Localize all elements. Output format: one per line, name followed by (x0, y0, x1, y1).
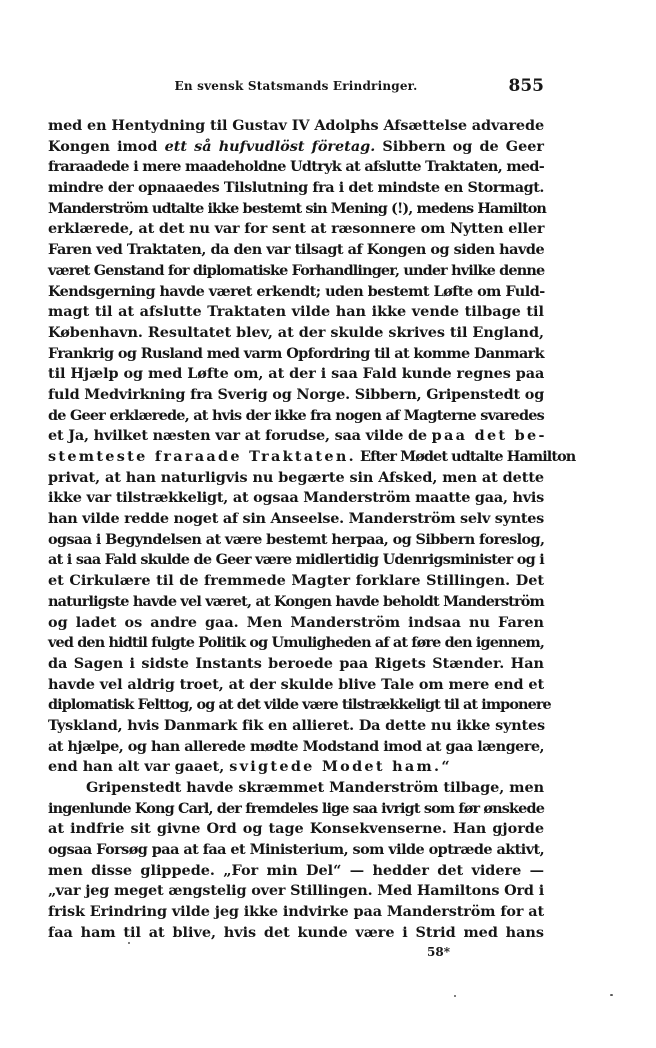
text-line: han vilde redde noget af sin Anseelse. Manderström selv syntes (48, 510, 544, 528)
body-text (48, 116, 576, 944)
text-line: og ladet os andre gaa. Men Manderström indsaa nu Faren (48, 613, 544, 631)
text-line: Manderström udtalte ikke bestemt sin Mening (!), medens Hamilton (48, 199, 546, 217)
text-line: frisk Erindring vilde jeg ikke indvirke paa Manderström for at (48, 903, 545, 921)
text-line: ved den hidtil fulgte Politik og Umuligheden af at føre den igennem, (48, 634, 545, 652)
text-line: Faren ved Traktaten, da den var tilsagt af Kongen og siden havde (48, 241, 545, 259)
text-line: med en Hentydning til Gustav IV Adolphs Afsættelse advarede (48, 117, 545, 134)
spaced-text: stemteste fraraade Traktaten. (48, 448, 356, 465)
text-line: diplomatisk Felttog, og at det vilde være tilstrækkeligt til at imponere (48, 696, 551, 714)
paper-speck (128, 942, 130, 944)
signature-mark: 58* (427, 945, 450, 959)
italic-quote: ett så hufvudlöst företag. (164, 137, 376, 155)
text-line: at hjælpe, og han allerede mødte Modstand imod at gaa længere, (48, 737, 544, 755)
paper-speck (454, 995, 456, 997)
text-line: været Genstand for diplomatiske Forhandlinger, under hvilke denne (48, 261, 545, 279)
text-line: Kongen imod ett så hufvudlöst företag. Sibbern og de Geer (48, 137, 544, 155)
text-line: Tyskland, hvis Danmark fik en allieret. Da dette nu ikke syntes (48, 716, 545, 734)
text-line: Frankrig og Rusland med varm Opfordring til at komme Danmark (48, 344, 544, 362)
text-line: magt til at afslutte Traktaten vilde han ikke vende tilbage til (48, 303, 544, 321)
text-line: privat, at han naturligvis nu begærte sin Afsked, men at dette (48, 468, 545, 486)
spaced-text: svigtede Modet ham.“ (229, 758, 452, 776)
text-line: til Hjælp og med Løfte om, at der i saa Fald kunde regnes paa (48, 365, 545, 383)
text-line: København. Resultatet blev, at der skulde skrives til England, (48, 323, 544, 341)
paper-speck (610, 994, 613, 996)
text-line: mindre der opnaaedes Tilslutning fra i det mindste en Stormagt. (48, 179, 544, 197)
text-line: Gripenstedt havde skræmmet Manderström tilbage, men (86, 779, 544, 796)
text-line: havde vel aldrig troet, at der skulde blive Tale om mere end et (48, 675, 544, 693)
text-line: ogsaa i Begyndelsen at være bestemt herpaa, og Sibbern foreslog, (48, 530, 545, 548)
text-line: at i saa Fald skulde de Geer være midlertidig Udenrigsminister og i (48, 551, 544, 569)
running-title: En svensk Statsmands Erindringer. (174, 79, 418, 93)
text-line: ingenlunde Kong Carl, der fremdeles lige saa ivrigt som før ønskede (48, 799, 544, 817)
text-line: erklærede, at det nu var for sent at ræsonnere om Nytten eller (48, 220, 545, 238)
text-line: men disse glippede. „For min Del“ — hedder det videre — (48, 861, 544, 879)
text-line: ikke var tilstrækkeligt, at ogsaa Manderström maatte gaa, hvis (48, 489, 544, 507)
text-line: fraraadede i mere maadeholdne Udtryk at afslutte Traktaten, med- (48, 158, 544, 176)
text-line: et Ja, hvilket næsten var at forudse, saa vilde de paa det be- (48, 427, 547, 445)
page-number: 855 (508, 76, 544, 96)
text-line: da Sagen i sidste Instants beroede paa Rigets Stænder. Han (48, 654, 544, 672)
text-line: „var jeg meget ængstelig over Stillingen. Med Hamiltons Ord i (48, 882, 544, 900)
text-line: fuld Medvirkning fra Sverig og Norge. Sibbern, Gripenstedt og (48, 385, 545, 403)
text-line: ogsaa Forsøg paa at faa et Ministerium, som vilde optræde aktivt, (48, 841, 545, 859)
text-line: de Geer erklærede, at hvis der ikke fra nogen af Magterne svaredes (48, 406, 544, 424)
text-line: at indfrie sit givne Ord og tage Konsekvenserne. Han gjorde (48, 820, 544, 838)
text-line: naturligste havde vel været, at Kongen havde beholdt Manderström (48, 592, 544, 610)
text-line: end han alt var gaaet, svigtede Modet ham.“ (48, 758, 452, 776)
spaced-text: paa det be- (431, 427, 547, 445)
text-line: faa ham til at blive, hvis det kunde være i Strid med hans (48, 923, 544, 941)
text-line: et Cirkulære til de fremmede Magter forklare Stillingen. Det (48, 572, 544, 590)
text-line: Kendsgerning havde været erkendt; uden bestemt Løfte om Fuld- (48, 282, 545, 300)
text-line: stemteste fraraade Traktaten. Efter Mødet udtalte Hamilton (48, 448, 576, 465)
running-head (48, 76, 544, 100)
